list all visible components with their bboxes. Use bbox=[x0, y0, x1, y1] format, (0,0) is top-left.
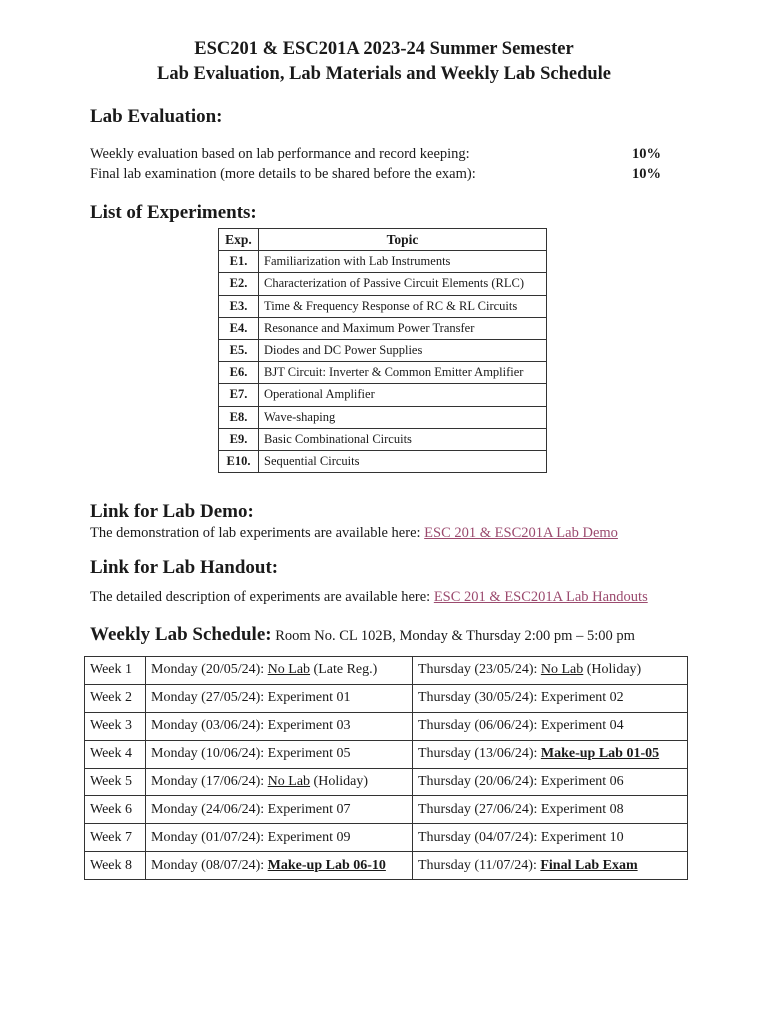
schedule-row bbox=[85, 740, 688, 768]
schedule-thursday bbox=[413, 852, 688, 880]
schedule-week: Week 2 bbox=[85, 684, 146, 712]
monday-note: (Late Reg.) bbox=[310, 662, 378, 678]
experiment-topic: Sequential Circuits bbox=[259, 450, 547, 472]
schedule-monday bbox=[146, 684, 413, 712]
col-header-exp: Exp. bbox=[219, 229, 259, 251]
monday-text: Monday (03/06/24): Experiment 03 bbox=[151, 718, 351, 734]
experiment-row bbox=[219, 362, 547, 384]
monday-emphasis: Make-up Lab 06-10 bbox=[267, 857, 386, 873]
experiments-header-row bbox=[219, 229, 547, 251]
experiment-number: E1. bbox=[219, 251, 259, 273]
experiment-number: E8. bbox=[219, 406, 259, 428]
thursday-text: Thursday (13/06/24): bbox=[418, 746, 541, 762]
schedule-week: Week 7 bbox=[85, 824, 146, 852]
schedule-week: Week 5 bbox=[85, 768, 146, 796]
experiment-topic: Resonance and Maximum Power Transfer bbox=[259, 317, 547, 339]
experiment-number: E5. bbox=[219, 339, 259, 361]
monday-note: (Holiday) bbox=[310, 774, 368, 789]
thursday-text: Thursday (23/05/24): bbox=[418, 662, 541, 678]
evaluation-final-text: Final lab examination (more details to be shared before the exam): bbox=[90, 166, 476, 182]
thursday-text: Thursday (27/06/24): Experiment 08 bbox=[418, 801, 624, 817]
schedule-row bbox=[85, 712, 688, 740]
experiment-row bbox=[219, 428, 547, 450]
experiments-heading: List of Experiments: bbox=[90, 202, 257, 223]
weekly-schedule-title: Weekly Lab Schedule: bbox=[90, 624, 272, 645]
schedule-row bbox=[85, 824, 688, 852]
experiment-number: E7. bbox=[219, 384, 259, 406]
experiment-row bbox=[219, 339, 547, 361]
schedule-monday bbox=[146, 796, 413, 824]
schedule-thursday bbox=[413, 712, 688, 740]
experiment-topic: Characterization of Passive Circuit Elements (RLC) bbox=[259, 273, 547, 295]
lab-evaluation-heading: Lab Evaluation: bbox=[90, 106, 223, 127]
col-header-topic: Topic bbox=[259, 229, 547, 251]
schedule-week: Week 3 bbox=[85, 712, 146, 740]
experiment-row bbox=[219, 295, 547, 317]
monday-text: Monday (01/07/24): Experiment 09 bbox=[151, 829, 351, 845]
experiment-number: E2. bbox=[219, 273, 259, 295]
schedule-monday bbox=[146, 824, 413, 852]
schedule-row bbox=[85, 684, 688, 712]
thursday-emphasis: Make-up Lab 01-05 bbox=[540, 746, 660, 762]
experiments-table bbox=[218, 228, 547, 473]
thursday-text: Thursday (04/07/24): Experiment 10 bbox=[418, 829, 624, 845]
thursday-emphasis: Final Lab Exam bbox=[540, 857, 638, 873]
thursday-emphasis: No Lab bbox=[540, 662, 584, 678]
schedule-row bbox=[85, 768, 688, 796]
schedule-monday bbox=[146, 712, 413, 740]
experiment-row bbox=[219, 384, 547, 406]
monday-text: Monday (17/06/24): bbox=[151, 774, 268, 789]
schedule-thursday bbox=[413, 768, 688, 796]
evaluation-weekly-percent: 10% bbox=[632, 146, 661, 162]
schedule-week: Week 8 bbox=[85, 852, 146, 880]
schedule-thursday bbox=[413, 824, 688, 852]
evaluation-weekly-text: Weekly evaluation based on lab performance and record keeping: bbox=[90, 146, 470, 162]
document-title-line1: ESC201 & ESC201A 2023-24 Summer Semester bbox=[194, 39, 574, 59]
experiment-topic: Operational Amplifier bbox=[259, 384, 547, 406]
experiment-row bbox=[219, 317, 547, 339]
thursday-text: Thursday (20/06/24): Experiment 06 bbox=[418, 774, 624, 789]
monday-text: Monday (27/05/24): Experiment 01 bbox=[151, 690, 351, 706]
experiment-topic: Basic Combinational Circuits bbox=[259, 428, 547, 450]
lab-handout-text bbox=[90, 589, 648, 606]
lab-demo-text bbox=[90, 525, 618, 542]
schedule-week: Week 6 bbox=[85, 796, 146, 824]
monday-text: Monday (24/06/24): Experiment 07 bbox=[151, 801, 351, 817]
schedule-thursday bbox=[413, 684, 688, 712]
experiment-row bbox=[219, 450, 547, 472]
lab-handout-heading: Link for Lab Handout: bbox=[90, 557, 279, 578]
experiment-number: E3. bbox=[219, 295, 259, 317]
lab-handout-link[interactable]: ESC 201 & ESC201A Lab Handouts bbox=[433, 589, 648, 605]
experiment-topic: Familiarization with Lab Instruments bbox=[259, 251, 547, 273]
experiment-row bbox=[219, 406, 547, 428]
schedule-row bbox=[85, 657, 688, 685]
experiment-number: E6. bbox=[219, 362, 259, 384]
experiment-topic: Time & Frequency Response of RC & RL Circuits bbox=[259, 295, 547, 317]
weekly-schedule-heading bbox=[90, 624, 635, 646]
thursday-text: Thursday (30/05/24): Experiment 02 bbox=[418, 690, 624, 706]
monday-emphasis: No Lab bbox=[267, 662, 311, 678]
experiment-row bbox=[219, 273, 547, 295]
thursday-text: Thursday (06/06/24): Experiment 04 bbox=[418, 718, 624, 734]
experiment-number: E9. bbox=[219, 428, 259, 450]
schedule-monday bbox=[146, 740, 413, 768]
monday-emphasis: No Lab bbox=[267, 774, 311, 789]
monday-text: Monday (20/05/24): bbox=[151, 662, 268, 678]
lab-demo-link[interactable]: ESC 201 & ESC201A Lab Demo bbox=[424, 525, 618, 541]
weekly-schedule-room: Room No. CL 102B, Monday & Thursday 2:00 pm – 5:00 pm bbox=[271, 628, 635, 644]
experiment-number: E4. bbox=[219, 317, 259, 339]
evaluation-final-percent: 10% bbox=[632, 166, 661, 182]
experiment-topic: Wave-shaping bbox=[259, 406, 547, 428]
experiment-row bbox=[219, 251, 547, 273]
schedule-week: Week 1 bbox=[85, 657, 146, 685]
schedule-monday bbox=[146, 657, 413, 685]
schedule-monday bbox=[146, 852, 413, 880]
lab-demo-heading: Link for Lab Demo: bbox=[90, 501, 254, 522]
experiment-topic: Diodes and DC Power Supplies bbox=[259, 339, 547, 361]
schedule-thursday bbox=[413, 657, 688, 685]
thursday-note: (Holiday) bbox=[583, 662, 642, 678]
weekly-schedule-table bbox=[84, 656, 688, 880]
experiment-number: E10. bbox=[219, 450, 259, 472]
schedule-thursday bbox=[413, 740, 688, 768]
schedule-thursday bbox=[413, 796, 688, 824]
document-title-line2: Lab Evaluation, Lab Materials and Weekly Lab Schedule bbox=[156, 64, 612, 84]
monday-text: Monday (10/06/24): Experiment 05 bbox=[151, 746, 351, 762]
lab-handout-description: The detailed description of experiments are available here: bbox=[90, 589, 434, 605]
schedule-monday bbox=[146, 768, 413, 796]
schedule-week: Week 4 bbox=[85, 740, 146, 768]
thursday-text: Thursday (11/07/24): bbox=[418, 857, 541, 873]
lab-demo-description: The demonstration of lab experiments are available here: bbox=[90, 525, 425, 541]
schedule-row bbox=[85, 852, 688, 880]
schedule-row bbox=[85, 796, 688, 824]
experiment-topic: BJT Circuit: Inverter & Common Emitter Amplifier bbox=[259, 362, 547, 384]
monday-text: Monday (08/07/24): bbox=[151, 857, 268, 873]
